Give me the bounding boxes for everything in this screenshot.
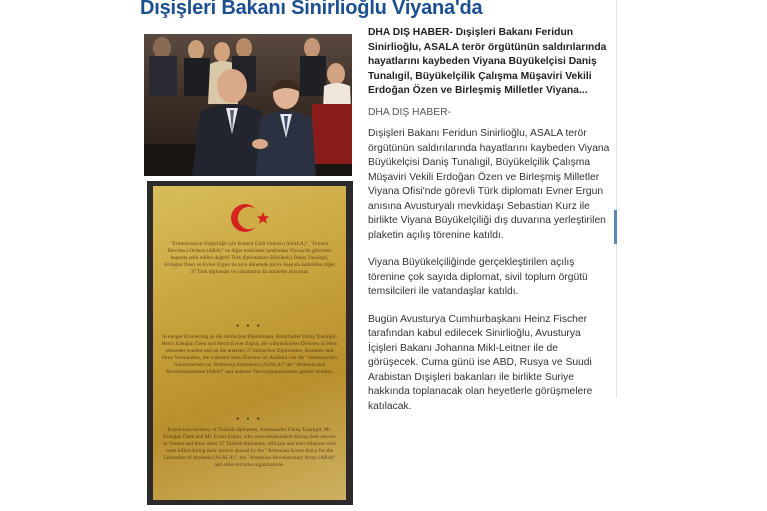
plaque-english-text: In precious memory of Turkish diplomats, Ambassador Daniş Tunalıgil, Mr. Erdoğan Özen and Mr. Evner Ergun, who were assassinated during their service in Vienna and three other 37 Turkish diplomats, officials and their relatives who were killed during their service abroad by the "Armenian Secret Army for the Liberation of Armenia (ASALA)", the "Armenian Revolutionary Army (ARA)" and other terrorist organizations. bbox=[163, 427, 336, 469]
plaque-separator-1: • • • bbox=[236, 323, 263, 330]
article-paragraph-1: Dışişleri Bakanı Feridun Sinirlioğlu, ASALA terör örgütünün saldırılarında hayatlarını kaybeden Viyana Büyükelçisi Daniş Tunalıgil, Büyükelçilik Çalışma Müşaviri Vekili Erdoğan Özen ve Birleşmiş Milletler Viyana Ofisi'nde görevli Türk diplomatı Evner Ergun anısına Avusturyalı mevkidaşı Sebastian Kurz ile birlikte Viyana Büyükelçiliği dış duvarına yerleştirilen plaketin açılış törenine katıldı. bbox=[368, 128, 610, 241]
article-paragraph-3: Bugün Avusturya Cumhurbaşkanı Heinz Fischer tarafından kabul edilecek Sinirlioğlu, Avusturya İçişleri Bakanı Johanna Mikl-Leitner ile de görüşecek. Cuma günü ise ABD, Rusya ve Suudi Arabistan Dışişleri bakanları ile birlikte Suriye hakkında toplanacak olan heyetlerle görüşmelere katılacak. bbox=[368, 313, 593, 412]
article-lead: DHA DIŞ HABER- Dışişleri Bakanı Feridun Sinirlioğlu, ASALA terör örgütünün saldırılarında hayatlarını kaybeden Viyana Büyükelçisi Daniş Tunalıgil, Büyükelçilik Çalışma Müşaviri Vekili Erdoğan Özen ve Birleşmiş Milletler Viyana... bbox=[368, 27, 607, 96]
column-divider bbox=[616, 0, 617, 398]
scroll-indicator[interactable] bbox=[614, 210, 617, 244]
memorial-plaque bbox=[153, 186, 346, 500]
plaque-separator-2: • • • bbox=[236, 416, 263, 423]
article-title[interactable]: Dışişleri Bakanı Sinirlioğlu Viyana'da bbox=[140, 0, 483, 19]
article-source: DHA DIŞ HABER- bbox=[368, 106, 451, 118]
article-body bbox=[368, 26, 610, 414]
memorial-plaque-image[interactable] bbox=[147, 181, 353, 505]
plaque-german-text: In ewiger Erinnerung an die türkischen Diplomaten, Botschafter Daniş Tunalıgil, Herrn Erdoğan Özen und Herrn Evner Ergun, die während ihres Dienstes in Wien ermordet wurden und an die anderen 37 türkischen Diplomaten, Beamten und ihren Verwandten, die während ihres Dienstes im Ausland von der "Armenischen Geheimarmee zur Befreiung Armeniens (ASALA)" der "Armenischen Revolutionsarmee (ARA)" und anderen Terrororganisationen getötet wurden. bbox=[161, 334, 338, 376]
article-photo[interactable] bbox=[144, 34, 352, 176]
article-paragraph-2: Viyana Büyükelçiliğinde gerçekleştirilen açılış törenine çok sayıda diplomat, sivil toplum örgütü temsilcileri ile vatandaşlar katıldı. bbox=[368, 257, 588, 297]
plaque-turkish-text: "Ermenistan'ın Özgürlüğü için Ermeni Gizli Ordusu (ASALA)", "Ermeni Devrimci Ordusu (ARA)" ve diğer teröristler tarafından Viyana'da görevleri başında şehit edilen değerli Türk diplomatları Büyükelçi Daniş Tunalıgil, Erdoğan Özen ve Evner Ergun ile aynı dönemde görev başında katledilen diğer 37 Türk diplomatı ve yakınlarını da minnetle anıyoruz. bbox=[164, 241, 335, 276]
turkish-flag-crescent-star-icon bbox=[153, 186, 346, 246]
ceremony-photo-illustration bbox=[144, 34, 352, 176]
